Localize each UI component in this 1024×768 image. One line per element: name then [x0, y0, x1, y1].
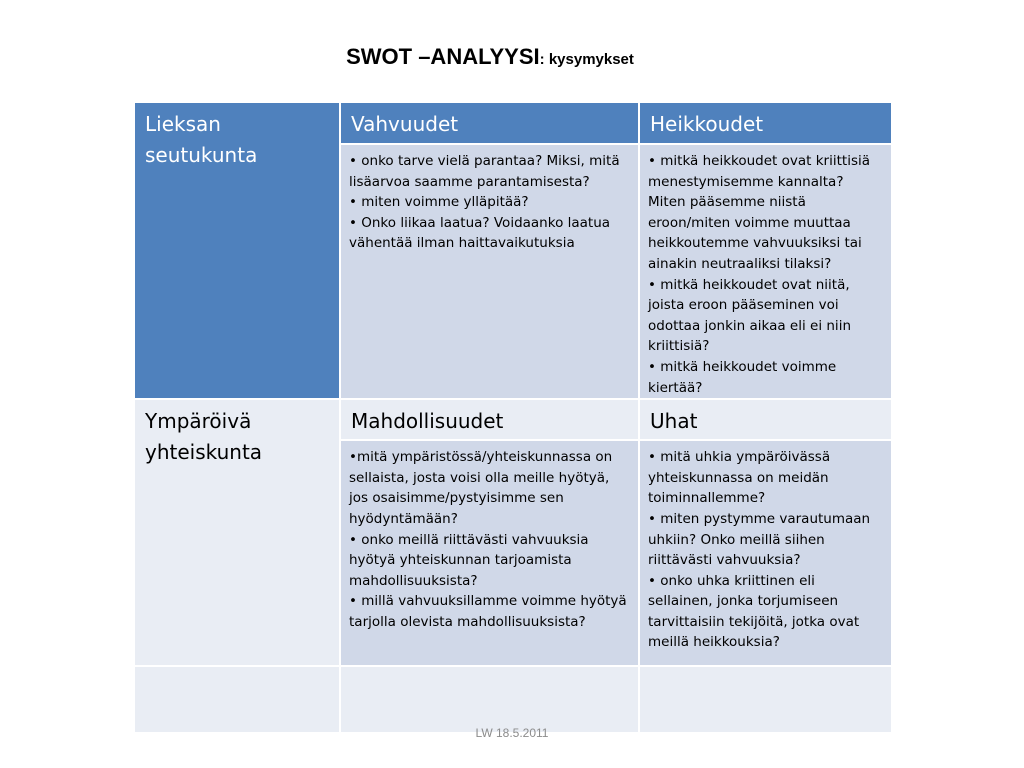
heikkoudet-item-3: • mitkä heikkoudet voimme kiertää? — [648, 358, 837, 396]
header-uhat: Uhat — [639, 399, 892, 440]
title-main: SWOT –ANALYYSI — [346, 44, 540, 69]
uhat-item-1: • mitä uhkia ympäröivässä yhteiskunnassa on meidän toiminnallemme? — [648, 449, 831, 507]
vahvuudet-body — [340, 144, 639, 399]
title-sub: : kysymykset — [539, 51, 634, 68]
swot-table — [133, 101, 893, 734]
empty-cell-3 — [639, 666, 892, 733]
vahvuudet-item-3: • Onko liikaa laatua? Voidaanko laatua vähentää ilman haittavaikutuksia — [349, 214, 611, 252]
vahvuudet-item-1: • onko tarve vielä parantaa? Miksi, mitä lisäarvoa saamme parantamisesta? — [349, 153, 620, 190]
header-vahvuudet: Vahvuudet — [340, 102, 639, 144]
header-heikkoudet: Heikkoudet — [639, 102, 892, 144]
vahvuudet-item-2: • miten voimme ylläpitää? — [349, 194, 529, 211]
slide-title — [0, 44, 980, 70]
empty-cell-1 — [134, 666, 340, 733]
header-mahdollisuudet: Mahdollisuudet — [340, 399, 639, 440]
heikkoudet-body — [639, 144, 892, 399]
mahdollisuudet-body — [340, 440, 639, 666]
side-label-lieksan: Lieksan seutukunta — [134, 102, 340, 399]
uhat-body — [639, 440, 892, 666]
mahdollisuudet-item-1: •mitä ympäristössä/yhteiskunnassa on sellaista, josta voisi olla meille hyötyä, jos osaisimme/pystyisimme sen hyödyntämään? — [349, 449, 613, 527]
footer-date: LW 18.5.2011 — [475, 726, 549, 740]
mahdollisuudet-item-2: • onko meillä riittävästi vahvuuksia hyötyä yhteiskunnan tarjoamista mahdollisuuksista? — [349, 531, 589, 589]
side-label-ymparoiva: Ympäröivä yhteiskunta — [134, 399, 340, 666]
uhat-item-2: • miten pystymme varautumaan uhkiin? Onko meillä siihen riittävästi vahvuuksia? — [648, 510, 871, 569]
uhat-item-3: • onko uhka kriittinen eli sellainen, jonka torjumiseen tarvittaisiin tekijöitä, jotka ovat meillä heikkouksia? — [648, 572, 860, 651]
heikkoudet-item-1: • mitkä heikkoudet ovat kriittisiä menestymisemme kannalta? Miten pääsemme niistä eroon/miten voimme muuttaa heikkoutemme vahvuuksiksi tai ainakin neutraaliksi tilaksi? — [648, 153, 871, 272]
mahdollisuudet-item-3: • millä vahvuuksillamme voimme hyötyä tarjolla olevista mahdollisuuksista? — [349, 593, 627, 630]
empty-cell-2 — [340, 666, 639, 733]
heikkoudet-item-2: • mitkä heikkoudet ovat niitä, joista eroon pääseminen voi odottaa jonkin aikaa eli ei niin kriittisiä? — [648, 276, 851, 355]
